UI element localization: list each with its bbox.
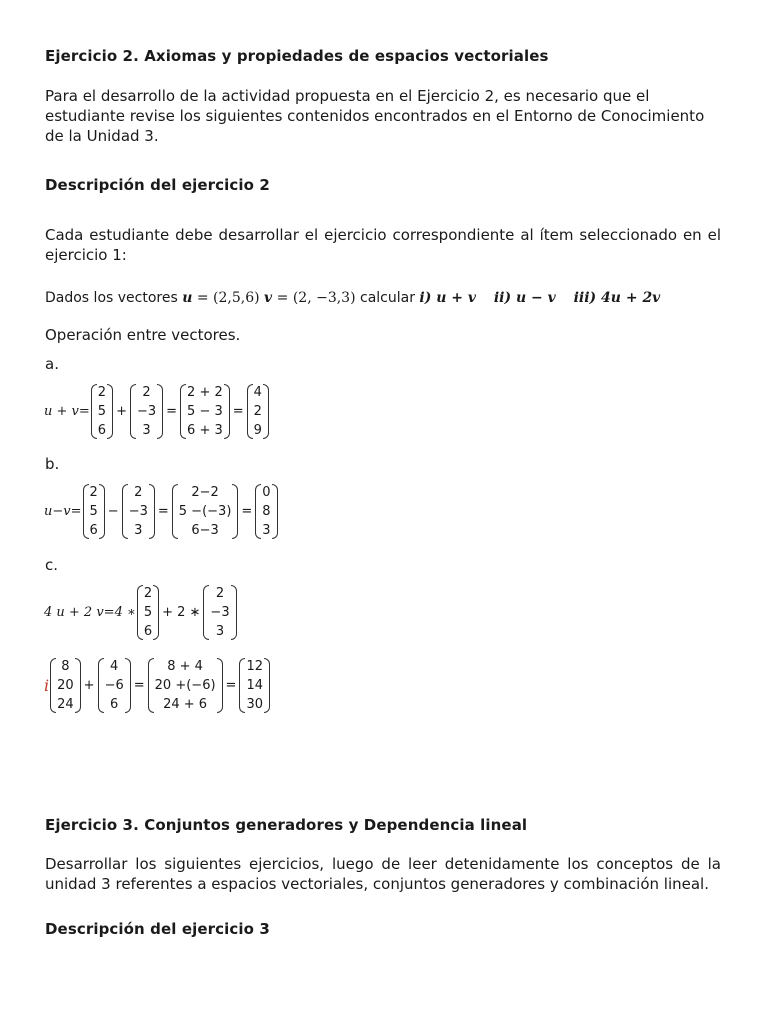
matrix-entry: 12	[246, 659, 263, 674]
vector-u-value: = (2,5,6)	[192, 290, 265, 306]
part-c-op-1: + 2 ∗	[162, 605, 201, 620]
matrix-entry: 5 − 3	[187, 404, 223, 419]
part-c-equals-2: =	[225, 678, 237, 693]
ex3-description-title: Descripción del ejercicio 3	[45, 920, 270, 938]
statement-prefix: Dados los vectores	[45, 290, 178, 306]
matrix-entry: 3	[215, 624, 225, 639]
matrix-entry: 2 + 2	[187, 385, 223, 400]
matrix-entry: 8	[61, 659, 70, 674]
part-b-equation	[44, 483, 279, 540]
part-a-matrix-1	[91, 383, 113, 440]
matrix-entry: 6	[143, 624, 153, 639]
part-c-label: c.	[45, 556, 59, 574]
matrix-entry: 6 + 3	[187, 423, 223, 438]
matrix-entry: 20	[57, 678, 74, 693]
matrix-entry: −3	[128, 504, 148, 519]
part-b-op: −	[107, 504, 119, 519]
part-b-equals-2: =	[241, 504, 253, 519]
matrix-entry: 6	[89, 523, 98, 538]
matrix-entry: 24 + 6	[163, 697, 208, 712]
matrix-entry: 3	[262, 523, 271, 538]
matrix-entry: 2	[253, 404, 262, 419]
part-c-result	[239, 657, 270, 714]
part-b-label: b.	[45, 455, 60, 473]
part-b-lhs: u−v=	[44, 504, 82, 519]
matrix-entry: 4	[253, 385, 262, 400]
vector-v-symbol: v	[264, 290, 273, 306]
ex2-description-title: Descripción del ejercicio 2	[45, 176, 270, 194]
part-c-lhs: 4 u + 2 v=4 ∗	[44, 605, 136, 620]
matrix-entry: 2	[134, 485, 143, 500]
part-b-matrix-3	[172, 483, 239, 540]
matrix-entry: 20 +(−6)	[154, 678, 216, 693]
matrix-entry: 9	[253, 423, 262, 438]
matrix-entry: 2	[89, 485, 98, 500]
matrix-entry: 8 + 4	[167, 659, 203, 674]
matrix-entry: 3	[134, 523, 143, 538]
item-i: i) u + v	[419, 290, 477, 306]
part-a-equals-1: =	[166, 404, 178, 419]
ex2-title: Ejercicio 2. Axiomas y propiedades de espacios vectoriales	[45, 47, 549, 65]
statement-calc: calcular	[360, 290, 415, 306]
matrix-entry: −3	[210, 605, 230, 620]
matrix-entry: 30	[246, 697, 263, 712]
matrix-entry: 14	[246, 678, 263, 693]
matrix-entry: 3	[142, 423, 151, 438]
part-b-matrix-1	[83, 483, 105, 540]
matrix-entry: 24	[57, 697, 74, 712]
matrix-entry: 5	[89, 504, 98, 519]
matrix-entry: 2	[142, 385, 151, 400]
part-a-result	[247, 383, 269, 440]
item-iii: iii) 4u + 2v	[573, 290, 661, 306]
matrix-entry: 6	[110, 697, 119, 712]
matrix-entry: 8	[262, 504, 271, 519]
ex3-title: Ejercicio 3. Conjuntos generadores y Dependencia lineal	[45, 816, 528, 834]
part-c-equation-2	[44, 657, 271, 714]
matrix-entry: 2−2	[191, 485, 219, 500]
part-c-equals-1: =	[133, 678, 145, 693]
matrix-entry: 5	[97, 404, 107, 419]
matrix-entry: 6	[97, 423, 107, 438]
matrix-entry: −3	[136, 404, 157, 419]
part-a-lhs: u + v=	[44, 404, 90, 419]
part-a-equals-2: =	[232, 404, 244, 419]
matrix-entry: 2	[97, 385, 107, 400]
vectors-statement	[45, 290, 660, 306]
vector-v-value: = (2, −3,3)	[272, 290, 360, 306]
ex2-description-text: Cada estudiante debe desarrollar el ejercicio correspondiente al ítem seleccionado en el ejercicio 1:	[45, 226, 721, 264]
part-c-matrix-5	[148, 657, 223, 714]
ex2-intro: Para el desarrollo de la actividad propuesta en el Ejercicio 2, es necesario que el estudiante revise los siguientes contenidos encontrados en el Entorno de Conocimiento de la Unidad 3.	[45, 87, 705, 145]
part-b-matrix-2	[122, 483, 155, 540]
part-a-matrix-2	[130, 383, 163, 440]
matrix-entry: 5 −(−3)	[178, 504, 232, 519]
part-c-matrix-4	[98, 657, 131, 714]
part-b-result	[255, 483, 277, 540]
item-ii: ii) u − v	[493, 290, 556, 306]
part-c-matrix-1	[137, 584, 159, 641]
matrix-entry: 2	[143, 586, 153, 601]
ex3-text: Desarrollar los siguientes ejercicios, luego de leer detenidamente los conceptos de la unidad 3 referentes a espacios vectoriales, conjuntos generadores y combinación lineal.	[45, 855, 721, 893]
operation-label: Operación entre vectores.	[45, 326, 241, 344]
part-b-equals-1: =	[157, 504, 169, 519]
part-c-equation-1	[44, 584, 238, 641]
matrix-entry: 4	[110, 659, 119, 674]
matrix-entry: 0	[262, 485, 271, 500]
part-a-matrix-3	[180, 383, 230, 440]
matrix-entry: 2	[215, 586, 225, 601]
matrix-entry: 5	[143, 605, 153, 620]
vector-u-symbol: u	[182, 290, 193, 306]
part-c-op-2: +	[83, 678, 95, 693]
part-c-matrix-2	[203, 584, 236, 641]
matrix-entry: 6−3	[191, 523, 219, 538]
part-a-label: a.	[45, 355, 59, 373]
part-a-op: +	[116, 404, 127, 419]
part-c-line2-prefix: i	[44, 676, 50, 695]
matrix-entry: −6	[104, 678, 124, 693]
part-c-matrix-3	[50, 657, 81, 714]
part-a-equation	[44, 383, 270, 440]
